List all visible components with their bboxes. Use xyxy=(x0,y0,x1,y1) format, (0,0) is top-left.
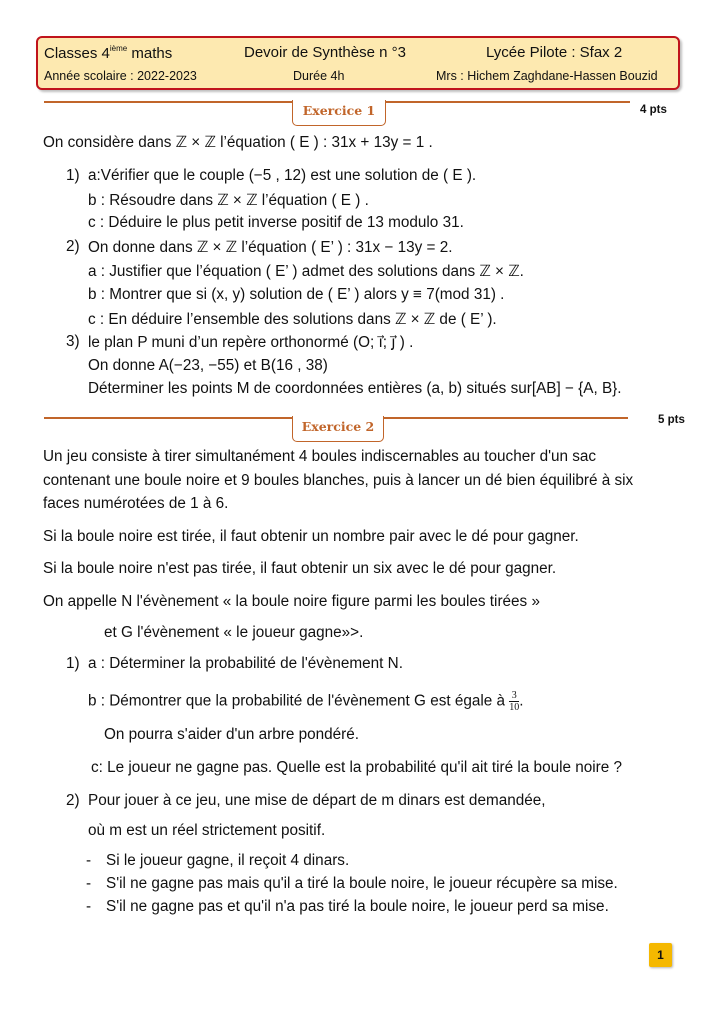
question-2-stem-2: où m est un réel strictement positif. xyxy=(88,822,326,839)
exercise-2-points: 5 pts xyxy=(658,414,685,426)
question-1a: a : Déterminer la probabilité de l'évènement N. xyxy=(88,655,403,672)
divider-right xyxy=(382,417,628,419)
exam-title: Devoir de Synthèse n °3 xyxy=(244,44,406,61)
teachers: Mrs : Hichem Zaghdane-Hassen Bouzid xyxy=(436,69,658,83)
question-number: 2) xyxy=(66,238,80,255)
question-1b: b : Démontrer que la probabilité de l'évènement G est égale à $\frac{3}{10}$ . xyxy=(88,690,524,713)
divider-right xyxy=(384,101,630,103)
page-number-badge: 1 xyxy=(649,943,672,967)
question-1b: b : Résoudre dans ℤ × ℤ l’équation ( E ) . xyxy=(88,192,369,209)
bullet-item: S'il ne gagne pas mais qu'il a tiré la boule noire, le joueur récupère sa mise. xyxy=(106,875,618,892)
question-number: 3) xyxy=(66,333,80,350)
question-1c: c: Le joueur ne gagne pas. Quelle est la probabilité qu'il ait tiré la boule noire ? xyxy=(91,759,623,776)
school-name: Lycée Pilote : Sfax 2 xyxy=(486,44,623,61)
exercise-1-tab: Exercice 1 xyxy=(292,100,386,126)
bullet-marker: - xyxy=(86,852,92,869)
question-number: 1) xyxy=(66,655,80,672)
question-3-task: Déterminer les points M de coordonnées entières (a, b) situés sur[AB] − {A, B}. xyxy=(88,380,622,397)
question-2-stem: Pour jouer à ce jeu, une mise de départ de m dinars est demandée, xyxy=(88,792,546,809)
question-1a: a:Vérifier que le couple (−5 , 12) est une solution de ( E ). xyxy=(88,167,477,184)
question-2a: a : Justifier que l’équation ( E’ ) admet des solutions dans ℤ × ℤ. xyxy=(88,263,524,280)
exercise-2-intro-line: Un jeu consiste à tirer simultanément 4 boules indiscernables au toucher d'un sac xyxy=(43,448,597,465)
exercise-2-intro-line: contenant une boule noire et 9 boules blanches, puis à lancer un dé bien équilibré à six xyxy=(43,472,634,489)
header-box xyxy=(36,36,680,90)
question-3-given: On donne A(−23, −55) et B(16 , 38) xyxy=(88,357,328,374)
question-2c: c : En déduire l’ensemble des solutions dans ℤ × ℤ de ( E’ ). xyxy=(88,311,497,328)
bullet-item: S'il ne gagne pas et qu'il n'a pas tiré la boule noire, le joueur perd sa mise. xyxy=(106,898,609,915)
question-3-stem: le plan P muni d’un repère orthonormé (O; i⃗; j⃗ ) . xyxy=(88,334,414,351)
exercise-1-points: 4 pts xyxy=(640,104,667,116)
question-1b-text: b : Démontrer que la probabilité de l'évènement G est égale à xyxy=(88,692,506,710)
bullet-marker: - xyxy=(86,875,92,892)
question-1c: c : Déduire le plus petit inverse positif de 13 modulo 31. xyxy=(88,214,464,231)
rule-black-ball: Si la boule noire est tirée, il faut obtenir un nombre pair avec le dé pour gagner. xyxy=(43,528,579,545)
question-2b: b : Montrer que si (x, y) solution de ( E’ ) alors y ≡ 7(mod 31) . xyxy=(88,286,505,303)
question-1b-hint: On pourra s'aider d'un arbre pondéré. xyxy=(104,726,359,743)
class-label: Classes 4ième maths xyxy=(44,44,173,62)
school-year: Année scolaire : 2022-2023 xyxy=(44,69,197,83)
exercise-2-tab: Exercice 2 xyxy=(292,416,384,442)
event-g-definition: et G l'évènement « le joueur gagne»>. xyxy=(104,624,364,641)
bullet-marker: - xyxy=(86,898,92,915)
exercise-1-intro: On considère dans ℤ × ℤ l’équation ( E ) : 31x + 13y = 1 . xyxy=(43,134,433,151)
bullet-item: Si le joueur gagne, il reçoit 4 dinars. xyxy=(106,852,350,869)
question-number: 1) xyxy=(66,167,80,184)
rule-no-black-ball: Si la boule noire n'est pas tirée, il faut obtenir un six avec le dé pour gagner. xyxy=(43,560,557,577)
divider-left xyxy=(44,417,294,419)
exercise-2-intro-line: faces numérotées de 1 à 6. xyxy=(43,495,229,512)
divider-left xyxy=(44,101,294,103)
question-2-stem: On donne dans ℤ × ℤ l’équation ( E’ ) : 31x − 13y = 2. xyxy=(88,239,453,256)
question-number: 2) xyxy=(66,792,80,809)
event-n-definition: On appelle N l'évènement « la boule noire figure parmi les boules tirées » xyxy=(43,593,540,610)
fraction: $\frac{3}{10}$ xyxy=(509,690,520,713)
duration: Durée 4h xyxy=(293,69,345,83)
